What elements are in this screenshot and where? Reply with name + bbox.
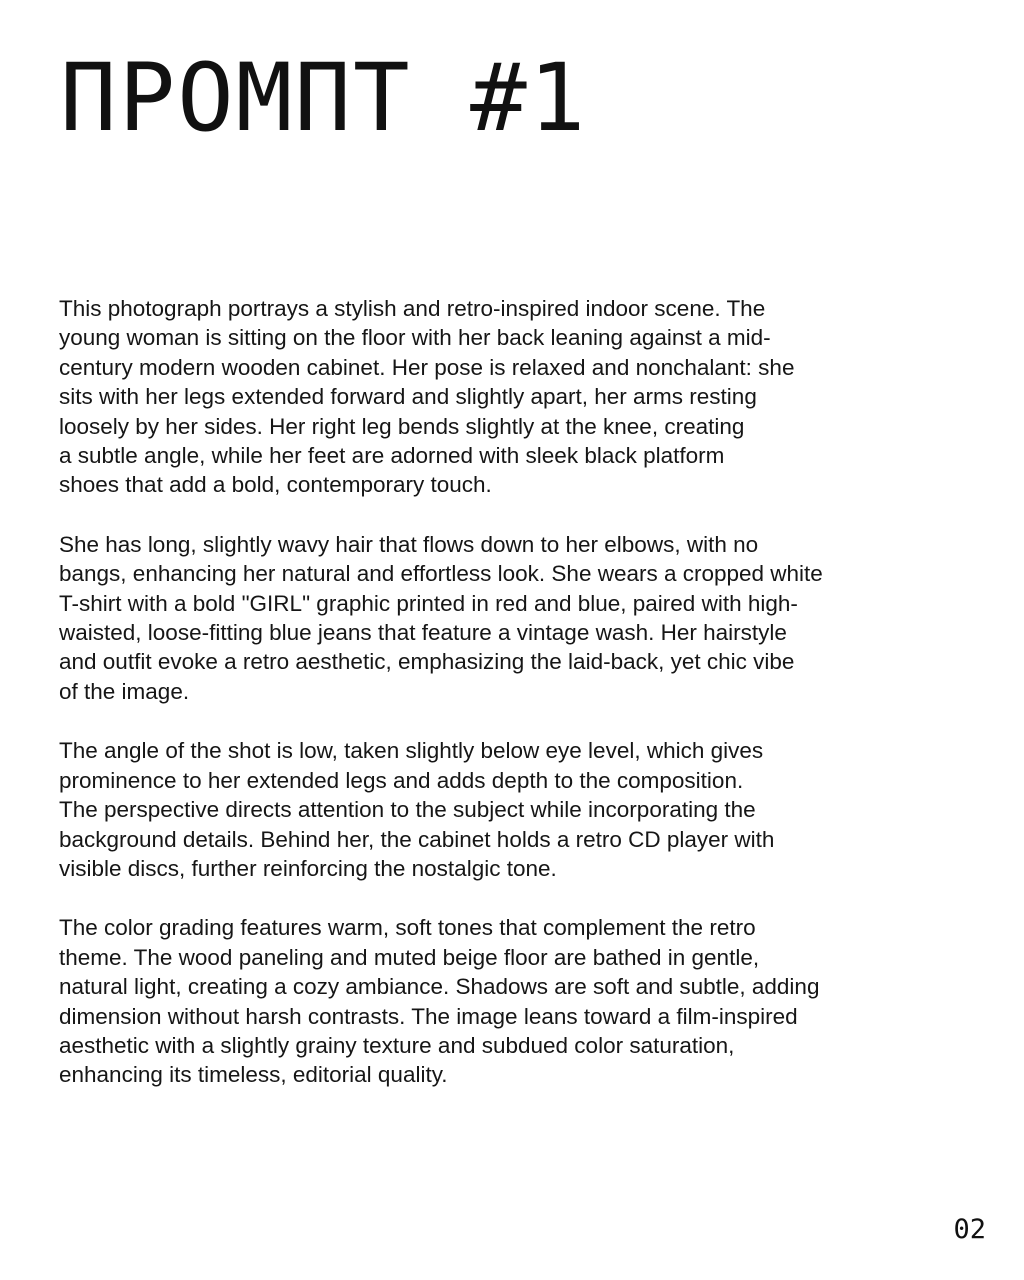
page-title: ПРОМПТ #1 [60,44,588,153]
text-line: of the image. [59,678,190,704]
text-line: prominence to her extended legs and adds depth to the composition. [59,767,744,793]
text-line: visible discs, further reinforcing the nostalgic tone. [59,855,557,881]
text-line: natural light, creating a cozy ambiance. Shadows are soft and subtle, adding [59,974,820,1000]
text-line: bangs, enhancing her natural and effortless look. She wears a cropped white [59,561,823,587]
text-line: loosely by her sides. Her right leg bends slightly at the knee, creating [59,413,745,439]
paragraph-pose [59,294,904,500]
text-line: century modern wooden cabinet. Her pose is relaxed and nonchalant: she [59,354,795,380]
text-line: The perspective directs attention to the subject while incorporating the [59,797,756,823]
text-line: aesthetic with a slightly grainy texture and subdued color saturation, [59,1032,735,1058]
text-line: sits with her legs extended forward and slightly apart, her arms resting [59,384,757,410]
text-line: a subtle angle, while her feet are adorned with sleek black platform [59,443,725,469]
text-line: dimension without harsh contrasts. The image leans toward a film-inspired [59,1003,798,1029]
paragraph-angle [59,736,904,883]
page-number: 02 [953,1214,986,1245]
text-line: The color grading features warm, soft tones that complement the retro [59,915,756,941]
text-line: waisted, loose-fitting blue jeans that feature a vintage wash. Her hairstyle [59,620,787,646]
text-line: This photograph portrays a stylish and retro-inspired indoor scene. The [59,296,766,321]
text-line: She has long, slightly wavy hair that flows down to her elbows, with no [59,531,759,557]
text-line: young woman is sitting on the floor with her back leaning against a mid- [59,325,771,351]
paragraph-color-grading [59,913,904,1089]
text-line: enhancing its timeless, editorial quality. [59,1062,448,1088]
paragraph-appearance [59,530,904,706]
text-line: T-shirt with a bold "GIRL" graphic printed in red and blue, paired with high- [59,590,798,616]
text-line: The angle of the shot is low, taken slightly below eye level, which gives [59,738,764,764]
body-text [59,294,904,1120]
text-line: and outfit evoke a retro aesthetic, emphasizing the laid-back, yet chic vibe [59,649,795,675]
text-line: shoes that add a bold, contemporary touch. [59,472,492,498]
text-line: background details. Behind her, the cabinet holds a retro CD player with [59,826,775,852]
text-line: theme. The wood paneling and muted beige floor are bathed in gentle, [59,944,760,970]
